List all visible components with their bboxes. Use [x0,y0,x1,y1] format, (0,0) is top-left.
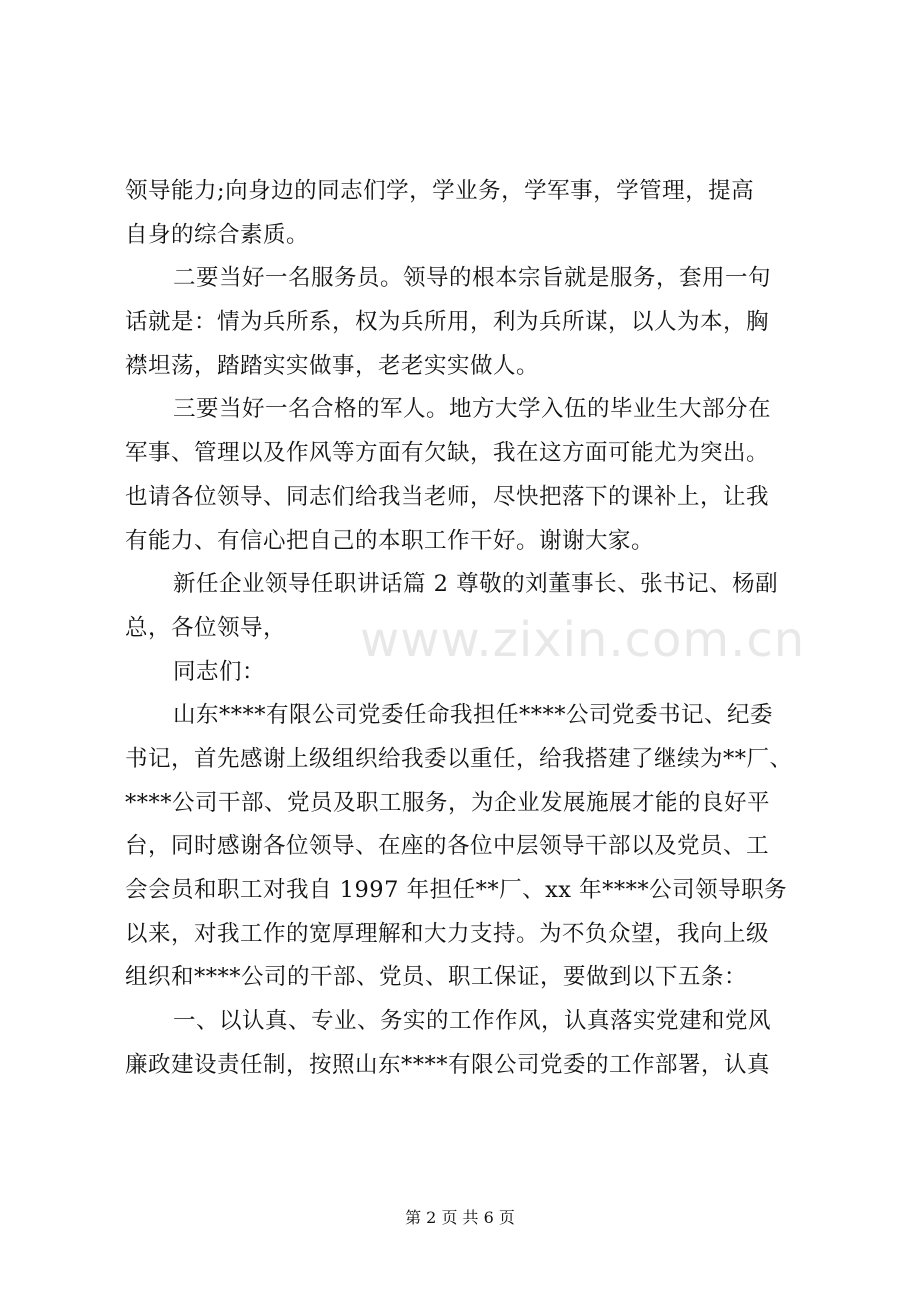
text-line: 军事、管理以及作风等方面有欠缺，我在这方面可能尤为突出。 [125,440,770,467]
text-line: 总，各位领导， [125,614,287,641]
watermark: www.zixin.com.cn [360,612,806,668]
text-line: 以来，对我工作的宽厚理解和大力支持。为不负众望，我向上级 [125,920,770,947]
page-footer: 第 2 页 共 6 页 [405,1208,515,1227]
text-line: ****公司干部、党员及职工服务，为企业发展施展才能的良好平 [125,789,771,816]
text-line: 同志们： [173,658,266,685]
text-line: 一、以认真、专业、务实的工作作风，认真落实党建和党风 [173,1008,772,1035]
text-line: 组织和****公司的干部、党员、职工保证，要做到以下五条： [125,964,748,991]
text-line: 山东****有限公司党委任命我担任****公司党委书记、纪委 [173,702,774,729]
text-line: 新任企业领导任职讲话篇 2 尊敬的刘董事长、张书记、杨副 [173,571,779,598]
text-line: 廉政建设责任制，按照山东****有限公司党委的工作部署，认真 [125,1051,771,1078]
text-line: 会会员和职工对我自 1997 年担任**厂、xx 年****公司领导职务 [125,877,788,903]
text-line: 也请各位领导、同志们给我当老师，尽快把落下的课补上，让我 [125,483,770,510]
text-line: 襟坦荡，踏踏实实做事，老老实实做人。 [125,352,540,379]
text-line: 领导能力;向身边的同志们学，学业务，学军事，学管理，提高 [125,178,755,204]
text-line: 话就是：情为兵所系，权为兵所用，利为兵所谋，以人为本，胸 [125,309,770,336]
text-line: 自身的综合素质。 [125,221,310,248]
text-line: 台，同时感谢各位领导、在座的各位中层领导干部以及党员、工 [125,833,770,860]
text-line: 书记，首先感谢上级组织给我委以重任，给我搭建了继续为**厂、 [125,745,793,772]
text-line: 三要当好一名合格的军人。地方大学入伍的毕业生大部分在 [173,396,772,423]
text-line: 有能力、有信心把自己的本职工作干好。谢谢大家。 [125,527,655,554]
text-line: 二要当好一名服务员。领导的根本宗旨就是服务，套用一句 [173,265,772,292]
